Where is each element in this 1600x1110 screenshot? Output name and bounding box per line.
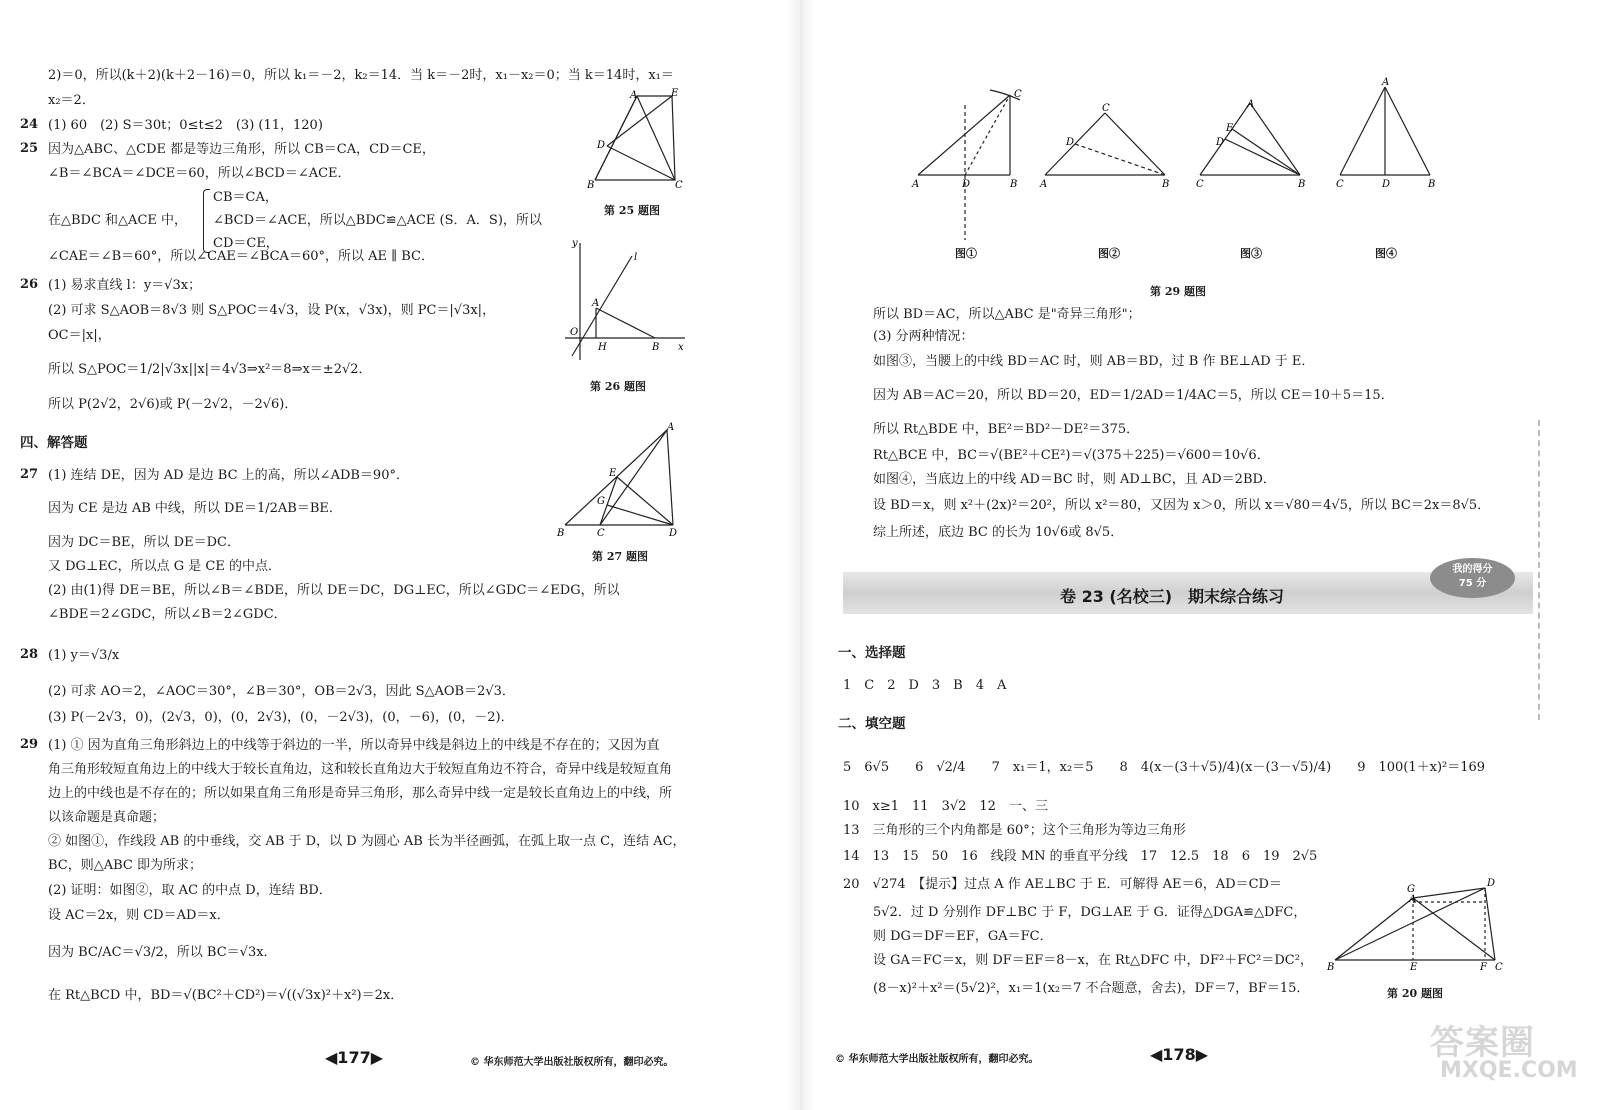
badge-score: 75 分: [1458, 578, 1487, 589]
text-line: 因为 CE 是边 AB 中线，所以 DE＝1/2AB＝BE．: [48, 501, 342, 516]
figure-label: 图②: [1098, 247, 1120, 260]
figure-label: 图④: [1375, 247, 1397, 260]
text-line: (1) 连结 DE，因为 AD 是边 BC 上的高，所以∠ADB＝90°．: [48, 468, 409, 483]
text-line: 设 GA＝FC＝x，则 DF＝EF＝8－x，在 Rt△DFC 中，DF²＋FC²＝DC²，: [873, 953, 1313, 968]
figure-caption: 第 29 题图: [1150, 285, 1206, 298]
text-line: (3) P(－2√3，0)，(2√3，0)，(0，2√3)，(0，－2√3)，(0，－6)，(0，－2)．: [48, 710, 514, 725]
text-line: (1) 60 (2) S＝30t；0≤t≤2 (3) (11，120): [48, 118, 323, 133]
svg-text:B: B: [1298, 179, 1306, 190]
text-line: 在△BDC 和△ACE 中，: [48, 213, 188, 228]
svg-text:D: D: [1487, 878, 1496, 889]
text-line: 设 AC＝2x，则 CD＝AD＝x．: [48, 908, 230, 923]
text-line: 5√2．过 D 分别作 DF⊥BC 于 F，DG⊥AE 于 G．证得△DGA≌△DFC，: [873, 905, 1307, 920]
text-line: 5 6√5 6 √2/4 7 x₁＝1，x₂＝5 8 4(x－(3＋√5)/4)(x－(3－√5)/4) 9 100(1＋x)²＝169: [843, 760, 1486, 775]
text-line: 13 三角形的三个内角都是 60°；这个三角形为等边三角形: [843, 823, 1186, 838]
figure-27: [555, 420, 685, 540]
choice-answers: 1 C 2 D 3 B 4 A: [843, 678, 1007, 693]
watermark-url: MXQE.COM: [1440, 1058, 1578, 1083]
question-number: 25: [20, 141, 39, 156]
svg-text:A: A: [667, 422, 675, 433]
text-line: CD＝CE，: [213, 236, 279, 251]
svg-text:D: D: [1066, 137, 1075, 148]
text-line: 则 DG＝DF＝EF，GA＝FC．: [873, 929, 1053, 944]
figure-caption: 第 20 题图: [1387, 987, 1443, 1000]
svg-text:D: D: [669, 528, 678, 539]
text-line: (1) 易求直线 l：y＝√3x；: [48, 278, 202, 293]
question-number: 26: [20, 277, 39, 292]
svg-text:G: G: [1407, 884, 1415, 895]
text-line: (2) 由(1)得 DE＝BE，所以∠B＝∠BDE，所以 DE＝DC，DG⊥EC，所以∠GDC＝∠EDG，所以: [48, 583, 620, 598]
text-line: 如图③，当腰上的中线 BD＝AC 时，则 AB＝BD，过 B 作 BE⊥AD 于 E．: [873, 354, 1315, 369]
text-line: 设 BD＝x，则 x²＋(2x)²＝20²，所以 x²＝80，又因为 x＞0，所以 x＝√80＝4√5，所以 BC＝2x＝8√5．: [873, 498, 1491, 513]
text-line: ∠CAE＝∠B＝60°，所以∠CAE＝∠BCA＝60°，所以 AE ∥ BC．: [48, 249, 435, 264]
svg-text:E: E: [609, 468, 617, 479]
text-line: 如图④，当底边上的中线 AD＝BC 时，则 AD⊥BC，且 AD＝2BD．: [873, 472, 1276, 487]
text-line: 所以 BD＝AC，所以△ABC 是"奇异三角形"；: [873, 307, 1141, 322]
svg-text:F: F: [1480, 962, 1487, 973]
text-line: (1) ① 因为直角三角形斜边上的中线等于斜边的一半，所以奇异中线是斜边上的中线是不存在的；又因为直: [48, 738, 660, 753]
svg-text:A: A: [592, 298, 600, 309]
text-line: OC＝|x|，: [48, 328, 111, 343]
text-line: 因为 BC/AC＝√3/2，所以 BC＝√3x．: [48, 945, 277, 960]
text-line: 在 Rt△BCD 中，BD＝√(BC²＋CD²)＝√((√3x)²＋x²)＝2x．: [48, 988, 404, 1003]
text-line: 14 13 15 50 16 线段 MN 的垂直平分线 17 12.5 18 6 19 2√5: [843, 849, 1318, 864]
svg-text:A: A: [630, 90, 638, 101]
svg-text:D: D: [1382, 179, 1391, 190]
svg-text:C: C: [597, 528, 605, 539]
svg-text:B: B: [1327, 962, 1335, 973]
figure-label: 图③: [1240, 247, 1262, 260]
svg-text:H: H: [598, 342, 607, 353]
text-line: (2) 证明：如图②，取 AC 的中点 D，连结 BD．: [48, 883, 332, 898]
text-line: 10 x≥1 11 3√2 12 一、三: [843, 799, 1048, 814]
svg-text:D: D: [597, 140, 606, 151]
text-line: 所以 S△POC＝1/2|√3x||x|＝4√3⇒x²＝8⇒x＝±2√2．: [48, 362, 372, 377]
text-line: 角三角形较短直角边上的中线大于较长直角边，这和较长直角边大于较短直角边不符合，奇异中线是较短直角: [48, 762, 673, 777]
text-line: (1) y＝√3/x: [48, 648, 120, 663]
copyright: © 华东师范大学出版社版权所有，翻印必究。: [835, 1054, 1039, 1065]
svg-text:x: x: [678, 342, 684, 353]
svg-text:B: B: [557, 528, 565, 539]
question-number: 28: [20, 647, 39, 662]
text-line: (3) 分两种情况：: [873, 329, 974, 344]
banner-title: 卷 23 (名校三) 期末综合练习: [1060, 587, 1285, 606]
question-number: 24: [20, 117, 39, 132]
brace: [203, 189, 210, 253]
page-number: ◀177▶: [325, 1048, 384, 1067]
text-line: 边上的中线也是不存在的；所以如果直角三角形是奇异三角形，那么奇异中线一定是较长直角边上的中线，所: [48, 786, 673, 801]
text-line: ∠B＝∠BCA＝∠DCE＝60，所以∠BCD＝∠ACE．: [48, 166, 351, 181]
figure-label: 图①: [955, 247, 977, 260]
text-line: 因为△ABC、△CDE 都是等边三角形，所以 CB＝CA，CD＝CE，: [48, 142, 435, 157]
section-heading: 一、选择题: [838, 645, 906, 661]
text-line: ② 如图①，作线段 AB 的中垂线，交 AB 于 D，以 D 为圆心 AB 长为半径画弧，在弧上取一点 C，连结 AC，: [48, 834, 686, 849]
question-number: 29: [20, 737, 39, 752]
text-line: ∠BDE＝2∠GDC，所以∠B＝2∠GDC．: [48, 607, 287, 622]
text-line: CB＝CA，: [213, 190, 278, 205]
figure-caption: 第 27 题图: [592, 550, 648, 563]
svg-text:B: B: [1010, 179, 1018, 190]
svg-text:A: A: [1409, 894, 1417, 905]
svg-text:B: B: [1162, 179, 1170, 190]
svg-text:C: C: [1014, 89, 1022, 100]
svg-text:C: C: [1196, 179, 1204, 190]
svg-text:C: C: [1495, 962, 1503, 973]
text-line: 因为 AB＝AC＝20，所以 BD＝20，ED＝1/2AD＝1/4AC＝5，所以 CE＝10＋5＝15．: [873, 388, 1394, 403]
text-line: 所以 P(2√2，2√6)或 P(－2√2，－2√6)．: [48, 397, 298, 412]
svg-text:A: A: [1382, 77, 1390, 88]
text-line: x₂＝2．: [48, 93, 95, 108]
svg-text:C: C: [675, 180, 683, 191]
page-number: ◀178▶: [1150, 1045, 1209, 1064]
svg-text:A: A: [1247, 99, 1255, 110]
text-line: (2) 可求 AO＝2，∠AOC＝30°，∠B＝30°，OB＝2√3，因此 S△AOB＝2√3．: [48, 684, 515, 699]
svg-text:B: B: [1428, 179, 1436, 190]
text-line: (2) 可求 S△AOB＝8√3 则 S△POC＝4√3，设 P(x，√3x)，则 PC＝|√3x|，: [48, 303, 496, 318]
question-number: 27: [20, 467, 39, 482]
svg-text:A: A: [912, 179, 920, 190]
copyright: © 华东师范大学出版社版权所有，翻印必究。: [470, 1057, 674, 1068]
svg-text:A: A: [1040, 179, 1048, 190]
text-line: 20 √274 【提示】过点 A 作 AE⊥BC 于 E．可解得 AE＝6，AD＝CD＝: [843, 877, 1282, 892]
svg-text:D: D: [962, 179, 971, 190]
text-line: 又 DG⊥EC，所以点 G 是 CE 的中点．: [48, 559, 281, 574]
figure-29: [910, 75, 1450, 275]
text-line: (8－x)²＋x²＝(5√2)²，x₁＝1(x₂＝7 不合题意，舍去)，DF＝7，BF＝15．: [873, 981, 1310, 996]
text-line: 因为 DC＝BE，所以 DE＝DC．: [48, 535, 240, 550]
text-line: BC，则△ABC 即为所求；: [48, 858, 203, 873]
figure-caption: 第 26 题图: [590, 380, 646, 393]
text-line: 综上所述，底边 BC 的长为 10√6或 8√5．: [873, 525, 1124, 540]
badge-label: 我的得分: [1452, 564, 1493, 575]
text-line: ∠BCD＝∠ACE，所以△BDC≌△ACE (S．A．S)，所以: [213, 213, 542, 228]
text-line: 所以 Rt△BDE 中，BE²＝BD²－DE²＝375．: [873, 422, 1140, 437]
section-heading: 二、填空题: [838, 716, 906, 732]
figure-caption: 第 25 题图: [604, 204, 660, 217]
svg-text:E: E: [671, 88, 679, 99]
svg-text:C: C: [1102, 103, 1110, 114]
svg-text:y: y: [572, 238, 578, 249]
svg-text:C: C: [1336, 179, 1344, 190]
svg-text:B: B: [652, 342, 660, 353]
svg-text:E: E: [1410, 962, 1418, 973]
figure-25: [575, 88, 695, 193]
figure-20: [1325, 878, 1505, 978]
section-heading: 四、解答题: [20, 435, 88, 451]
figure-26: [560, 238, 690, 363]
svg-text:l: l: [634, 252, 638, 263]
svg-text:E: E: [1226, 123, 1234, 134]
watermark: 答案圈: [1430, 1023, 1535, 1063]
text-line: 以该命题是真命题；: [48, 810, 166, 825]
page-edge: [1538, 420, 1544, 720]
svg-text:O: O: [570, 327, 579, 338]
svg-text:B: B: [587, 180, 595, 191]
score-badge: [1430, 558, 1515, 598]
svg-text:G: G: [597, 496, 605, 507]
text-line: Rt△BCE 中，BC＝√(BE²＋CE²)＝√(375＋225)＝√600＝10√6．: [873, 448, 1270, 463]
text-line: 2)＝0，所以(k＋2)(k＋2－16)＝0，所以 k₁＝－2，k₂＝14．当 k＝－2时，x₁－x₂＝0；当 k＝14时，x₁＝: [48, 68, 674, 83]
svg-text:D: D: [1216, 137, 1225, 148]
